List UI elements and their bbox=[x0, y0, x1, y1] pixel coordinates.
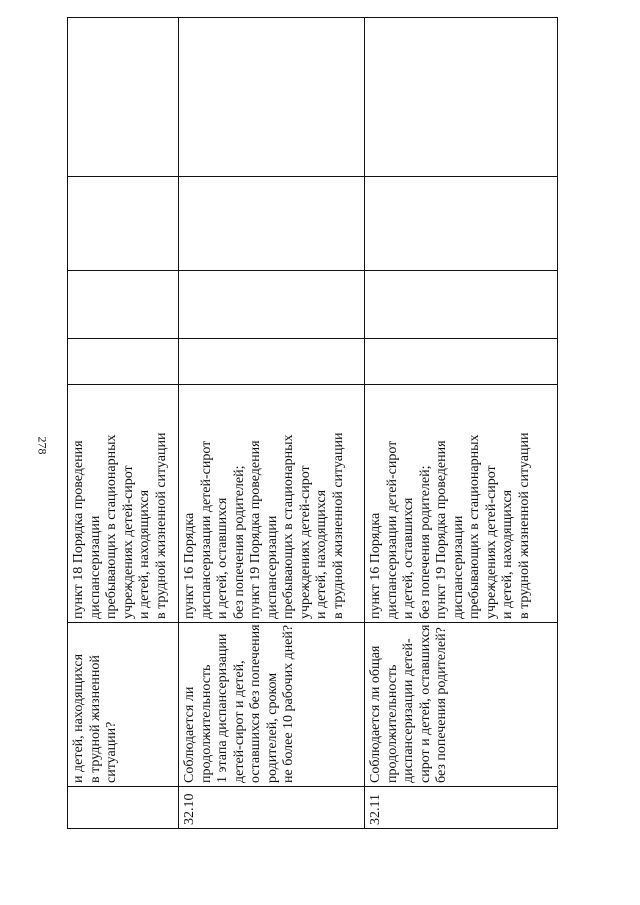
number-cell bbox=[365, 786, 558, 829]
reference-text: пункт 16 Порядка диспансеризации детей-сирот и детей, оставшихся без попечения родителей; пункт 19 Порядка проведения диспансеризации пребывающих в стационарных учреждениях детей-сирот и детей, находящихся в трудной жизненной ситуации bbox=[182, 432, 346, 619]
question-text: и детей, находящихся в трудной жизненной ситуации? bbox=[71, 653, 119, 783]
table-row bbox=[68, 18, 178, 828]
empty-cell bbox=[68, 176, 178, 271]
row-number: 32.11 bbox=[368, 794, 383, 825]
reference-cell bbox=[365, 384, 558, 623]
empty-cell bbox=[179, 176, 365, 271]
question-text: Соблюдается ли продолжительность 1 этапа диспансеризации детей-сирот и детей, оставшихся без попечения родителей, сроком не более 10 рабочих дней? bbox=[182, 624, 296, 783]
reference-text: пункт 16 Порядка диспансеризации детей-сирот и детей, оставшихся без попечения родителей; пункт 19 Порядка проведения диспансеризации пребывающих в стационарных учреждениях детей-сирот и детей, находящихся в трудной жизненной ситуации bbox=[368, 432, 532, 619]
empty-cell bbox=[179, 270, 365, 339]
question-text: Соблюдается ли общая продолжительность диспансеризации детей- сирот и детей, оставшихся без попечения родителей? bbox=[368, 624, 449, 783]
empty-cell bbox=[179, 338, 365, 385]
table-row bbox=[178, 18, 365, 828]
page-number: 278 bbox=[35, 436, 50, 455]
number-cell bbox=[179, 786, 365, 829]
table-row bbox=[364, 18, 558, 828]
row-number: 32.10 bbox=[182, 793, 197, 825]
empty-cell bbox=[179, 18, 365, 176]
empty-cell bbox=[68, 270, 178, 339]
question-cell bbox=[365, 622, 558, 787]
empty-cell bbox=[68, 18, 178, 176]
reference-text: пункт 18 Порядка проведения диспансеризации пребывающих в стационарных учреждениях детей-сирот и детей, находящихся в трудной жизненной ситуации bbox=[71, 432, 169, 619]
empty-cell bbox=[365, 270, 558, 339]
checklist-table bbox=[67, 17, 558, 829]
empty-cell bbox=[365, 18, 558, 176]
reference-cell bbox=[68, 384, 178, 623]
number-cell bbox=[68, 786, 178, 829]
question-cell bbox=[179, 622, 365, 787]
question-cell bbox=[68, 622, 178, 787]
empty-cell bbox=[68, 338, 178, 385]
empty-cell bbox=[365, 176, 558, 271]
reference-cell bbox=[179, 384, 365, 623]
empty-cell bbox=[365, 338, 558, 385]
